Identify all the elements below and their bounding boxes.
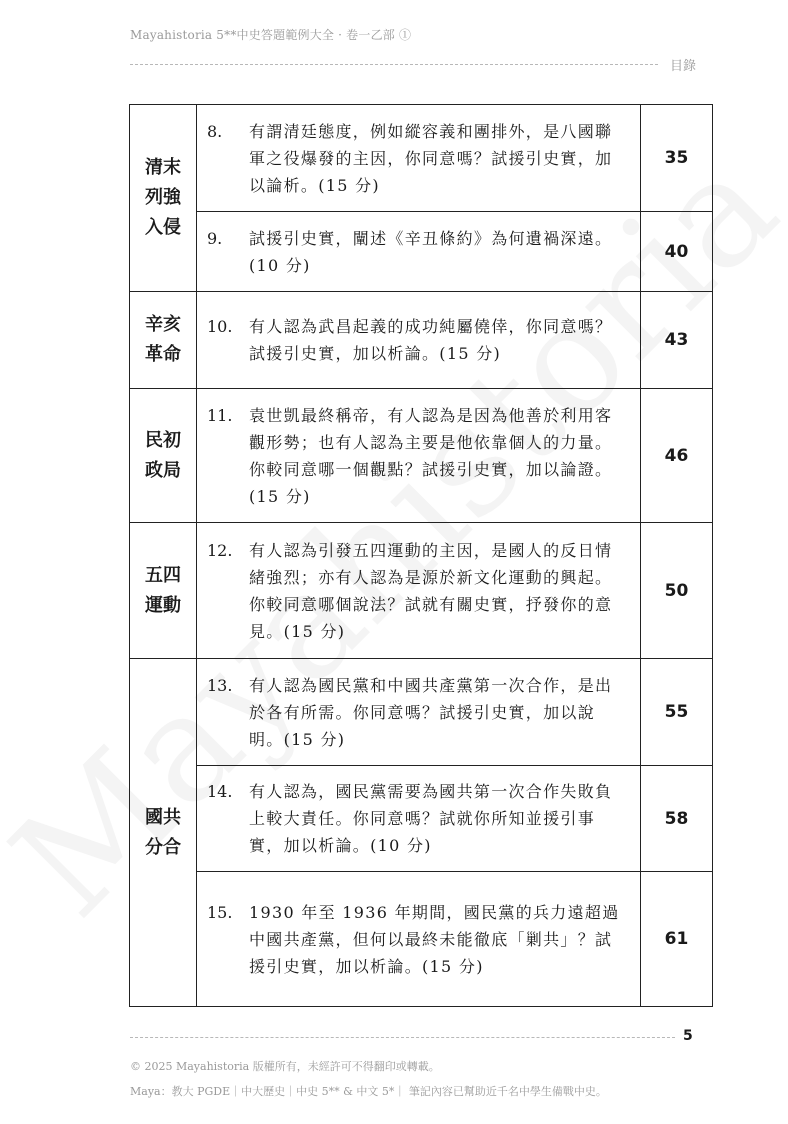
topic-label: 國共分合 — [145, 806, 181, 858]
question-number: 10. — [207, 317, 233, 336]
footer-page-number: 5 — [683, 1028, 693, 1044]
page-number[interactable]: 46 — [641, 389, 713, 523]
author-credit: Maya：教大 PGDE｜中大歷史｜中史 5** & 中文 5*｜ 筆記內容已幫助近千名中學生備戰中史。 — [130, 1085, 607, 1098]
page-number[interactable]: 35 — [641, 105, 713, 212]
header-divider — [130, 64, 658, 65]
header-title: Mayahistoria 5**中史答題範例大全 · 卷一乙部 ① — [130, 28, 412, 42]
question-cell — [197, 872, 641, 1007]
question-cell — [197, 659, 641, 766]
page-number[interactable]: 50 — [641, 523, 713, 659]
page-number[interactable]: 55 — [641, 659, 713, 766]
toc-label: 目錄 — [670, 59, 697, 74]
table-row — [130, 389, 713, 523]
question-number: 9. — [207, 228, 223, 248]
question-text: 有人認為引發五四運動的主因，是國人的反日情緒強烈；亦有人認為是源於新文化運動的興起。你較同意哪個說法？試就有關史實，抒發你的意見。(15 分) — [249, 540, 613, 641]
copyright-notice: © 2025 Mayahistoria 版權所有，未經許可不得翻印或轉載。 — [130, 1060, 440, 1073]
question-number: 15. — [207, 902, 233, 922]
question-number: 12. — [207, 540, 233, 560]
topic-cell — [130, 389, 197, 523]
question-cell — [197, 212, 641, 292]
question-text: 有人認為武昌起義的成功純屬僥倖，你同意嗎？試援引史實，加以析論。(15 分) — [249, 317, 613, 363]
table-row — [130, 872, 713, 1007]
question-text: 有人認為國民黨和中國共產黨第一次合作，是出於各有所需。你同意嗎？試援引史實，加以說明。(15 分) — [249, 675, 613, 749]
question-number: 13. — [207, 675, 233, 695]
topic-cell — [130, 659, 197, 1007]
question-cell — [197, 766, 641, 872]
question-cell — [197, 523, 641, 659]
question-text: 袁世凱最終稱帝，有人認為是因為他善於利用客觀形勢；也有人認為主要是他依靠個人的力量。你較同意哪一個觀點？試援引史實，加以論證。(15 分) — [249, 405, 613, 506]
topic-label: 民初政局 — [145, 429, 181, 481]
table-row — [130, 523, 713, 659]
topic-cell — [130, 523, 197, 659]
question-cell — [197, 105, 641, 212]
topic-cell — [130, 292, 197, 389]
page-number[interactable]: 43 — [641, 292, 713, 389]
question-text: 有人認為，國民黨需要為國共第一次合作失敗負上較大責任。你同意嗎？試就你所知並援引事實，加以析論。(10 分) — [249, 782, 613, 855]
page-number[interactable]: 61 — [641, 872, 713, 1007]
question-text: 1930 年至 1936 年期間，國民黨的兵力遠超過中國共產黨，但何以最終未能徹底「剿共」？試援引史實，加以析論。(15 分) — [249, 902, 620, 976]
table-row — [130, 105, 713, 212]
question-text: 有謂清廷態度，例如縱容義和團排外，是八國聯軍之役爆發的主因，你同意嗎？試援引史實，加以論析。(15 分) — [249, 121, 613, 195]
table-row — [130, 292, 713, 389]
question-number: 14. — [207, 782, 233, 801]
topic-label: 清末列強入侵 — [145, 157, 181, 238]
table-row — [130, 766, 713, 872]
table-row — [130, 659, 713, 766]
question-cell — [197, 389, 641, 523]
topic-cell — [130, 105, 197, 292]
page-number[interactable]: 40 — [641, 212, 713, 292]
question-cell — [197, 292, 641, 389]
topic-label: 辛亥革命 — [145, 314, 181, 365]
question-number: 11. — [207, 405, 233, 425]
contents-table — [129, 104, 713, 1007]
table-row — [130, 212, 713, 292]
topic-label: 五四運動 — [145, 564, 181, 616]
question-number: 8. — [207, 121, 223, 141]
page-number[interactable]: 58 — [641, 766, 713, 872]
question-text: 試援引史實，闡述《辛丑條約》為何遺禍深遠。(10 分) — [249, 228, 613, 275]
footer-divider — [130, 1037, 675, 1038]
